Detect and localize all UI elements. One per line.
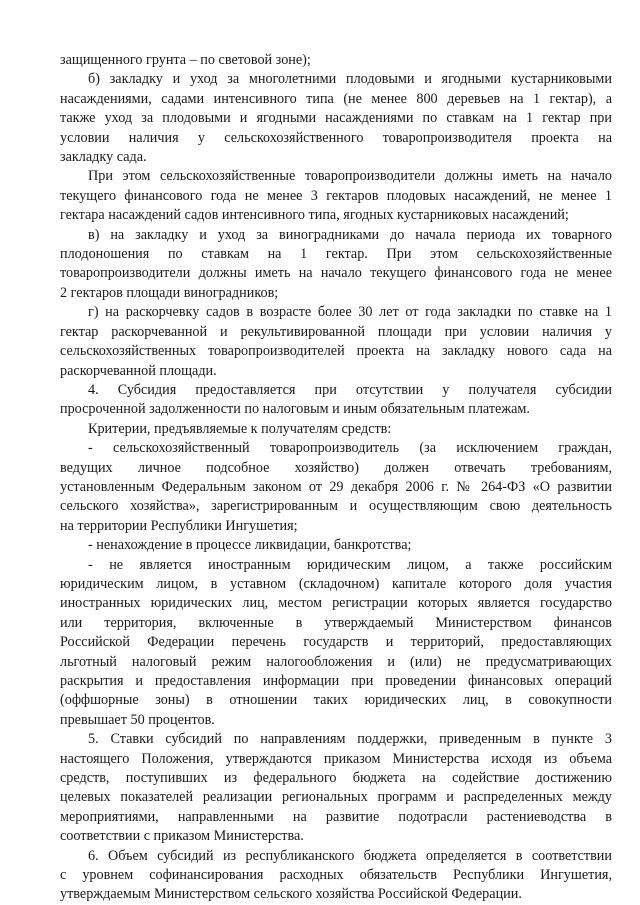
- text-line: товаропроизводители должны иметь на начало текущего финансового года не менее: [60, 265, 612, 282]
- text-line: гектара насаждений садов интенсивного типа, ягодных кустарниковых насаждений;: [60, 207, 569, 224]
- text-line: 2 гектаров площади виноградников;: [60, 284, 279, 301]
- text-line: 4. Субсидия предоставляется при отсутствии у получателя субсидии: [88, 381, 612, 398]
- text-line: целевых показателей реализации региональных программ и распределенных между: [60, 789, 612, 806]
- text-line: гектар раскорчеванной и рекультивированной площади при условии наличия у: [60, 323, 612, 340]
- text-line: При этом сельскохозяйственные товаропроизводители должны иметь на начало: [88, 168, 612, 185]
- text-line: юридическим лицом, в уставном (складочном) капитале которого доля участия: [60, 575, 612, 592]
- text-line: б) закладку и уход за многолетними плодовыми и ягодными кустарниковыми: [88, 71, 612, 88]
- text-line: раскорчеванной площади.: [60, 362, 217, 379]
- text-line: плодоношения по ставкам на 1 гектар. При этом сельскохозяйственные: [60, 246, 612, 263]
- text-line: защищенного грунта – по световой зоне);: [60, 52, 311, 68]
- text-line: раскрытия и предоставления информации при проведении финансовых операций: [60, 673, 612, 689]
- text-line: (оффшорные зоны) в отношении таких юридических лиц, в совокупности: [60, 692, 612, 709]
- text-line: установленным Федеральным законом от 29 декабря 2006 г. № 264-ФЗ «О развитии: [60, 478, 612, 495]
- paragraph: [60, 167, 612, 225]
- paragraph: [60, 226, 612, 304]
- document-page: [60, 51, 612, 905]
- paragraph: [60, 847, 612, 905]
- paragraph: [60, 51, 612, 70]
- text-line: г) на раскорчевку садов в возрасте более 30 лет от года закладки по ставке на 1: [88, 304, 612, 321]
- paragraph: [60, 303, 612, 381]
- text-line: в) на закладку и уход за виноградниками до начала периода их товарного: [88, 226, 612, 243]
- paragraph: [60, 70, 612, 167]
- text-line: с уровнем софинансирования расходных обязательств Республики Ингушетия,: [60, 867, 612, 884]
- text-line: превышает 50 процентов.: [60, 711, 215, 728]
- text-line: насаждениями, садами интенсивного типа (не менее 800 деревьев на 1 гектар), а: [60, 90, 612, 107]
- text-line: сельскохозяйственных товаропроизводителей проекта на закладку нового сада на: [60, 343, 612, 360]
- text-line: просроченной задолженности по налоговым и иным обязательным платежам.: [60, 401, 530, 418]
- document-body: [60, 51, 612, 905]
- text-line: льготный налоговый режим налогообложения и (или) не предусматривающих: [60, 653, 612, 670]
- text-line: - сельскохозяйственный товаропроизводитель (за исключением граждан,: [88, 440, 612, 457]
- text-line: условии наличия у сельскохозяйственного товаропроизводителя проекта на: [60, 129, 612, 146]
- text-line: закладку сада.: [60, 149, 147, 166]
- text-line: 5. Ставки субсидий по направлениям поддержки, приведенным в пункте 3: [88, 731, 612, 748]
- paragraph: [60, 439, 612, 536]
- text-line: средств, поступивших из федерального бюджета на содействие достижению: [60, 770, 612, 787]
- text-line: Критерии, предъявляемые к получателям средств:: [88, 420, 392, 437]
- text-line: настоящего Положения, утверждаются приказом Министерства исходя из объема: [60, 750, 612, 767]
- text-line: утверждаемым Министерством сельского хозяйства Российской Федерации.: [60, 886, 522, 903]
- paragraph: [60, 556, 612, 731]
- text-line: текущего финансового года не менее 3 гектаров плодовых насаждений, не менее 1: [60, 187, 612, 204]
- text-line: ведущих личное подсобное хозяйство) должен отвечать требованиям,: [60, 459, 612, 476]
- text-line: на территории Республики Ингушетия;: [60, 517, 298, 534]
- text-line: соответствии с приказом Министерства.: [60, 828, 304, 845]
- text-line: также уход за плодовыми и ягодными насаждениями по ставкам на 1 гектар при: [60, 110, 612, 127]
- text-line: Российской Федерации перечень государств и территорий, предоставляющих: [60, 634, 612, 651]
- text-line: 6. Объем субсидий из республиканского бюджета определяется в соответствии: [88, 847, 612, 864]
- paragraph: [60, 381, 612, 420]
- paragraph: [60, 730, 612, 846]
- text-line: - не является иностранным юридическим лицом, а также российским: [88, 556, 612, 573]
- text-line: - ненахождение в процессе ликвидации, банкротства;: [88, 537, 412, 554]
- text-line: сельского хозяйства», зарегистрированным и осуществляющим свою деятельность: [60, 498, 612, 515]
- text-line: мероприятиями, направленными на развитие подотрасли растениеводства в: [60, 808, 612, 825]
- paragraph: [60, 536, 612, 555]
- text-line: или территория, включенные в утверждаемый Министерством финансов: [60, 614, 612, 631]
- text-line: иностранных юридических лиц, местом регистрации которых является государство: [60, 595, 612, 612]
- paragraph: [60, 420, 612, 439]
